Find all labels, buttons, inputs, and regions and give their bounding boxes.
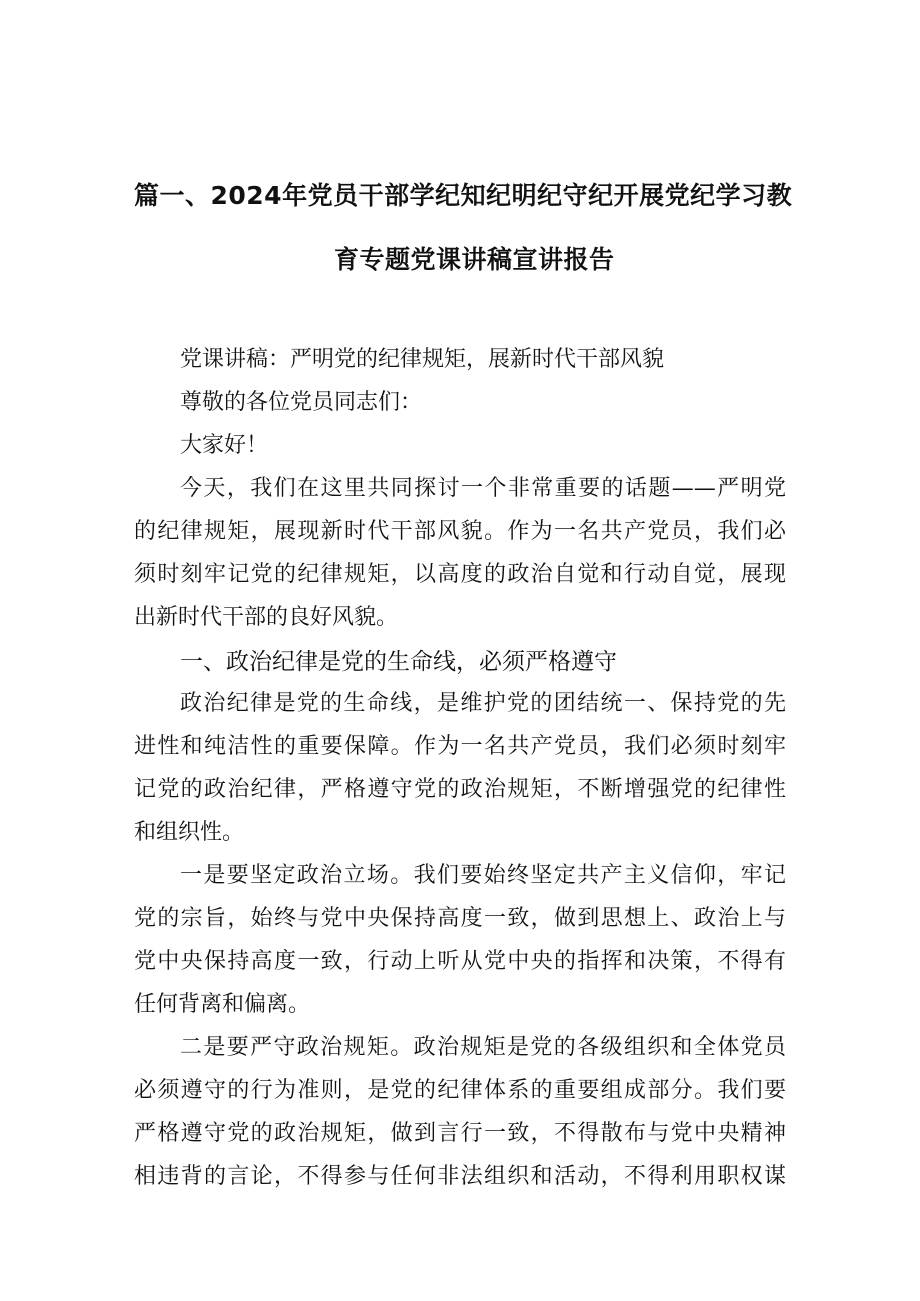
point-2-line-2: 必须遵守的行为准则，是党的纪律体系的重要组成部分。我们要	[134, 1078, 786, 1103]
salutation: 尊敬的各位党员同志们：	[180, 390, 423, 415]
lecture-subtitle: 党课讲稿：严明党的纪律规矩，展新时代干部风貌	[180, 347, 665, 372]
intro-line-3: 须时刻牢记党的纪律规矩，以高度的政治自觉和行动自觉，展现	[134, 562, 786, 587]
point-1-line-1: 一是要坚定政治立场。我们要始终坚定共产主义信仰，牢记	[180, 863, 786, 888]
intro-line-2: 的纪律规矩，展现新时代干部风貌。作为一名共产党员，我们必	[134, 519, 786, 544]
section-1-para-line-3: 记党的政治纪律，严格遵守党的政治规矩，不断增强党的纪律性	[134, 777, 786, 802]
section-1-para-line-2: 进性和纯洁性的重要保障。作为一名共产党员，我们必须时刻牢	[134, 734, 786, 759]
greeting: 大家好！	[180, 433, 269, 458]
intro-line-4: 出新时代干部的良好风貌。	[134, 605, 399, 630]
point-1-line-2: 党的宗旨，始终与党中央保持高度一致，做到思想上、政治上与	[134, 906, 786, 931]
intro-line-1: 今天，我们在这里共同探讨一个非常重要的话题——严明党	[180, 476, 786, 501]
document-title-line-1: 篇一、2024年党员干部学纪知纪明纪守纪开展党纪学习教	[134, 181, 793, 210]
point-1-line-3: 党中央保持高度一致，行动上听从党中央的指挥和决策，不得有	[134, 949, 786, 974]
point-1-line-4: 任何背离和偏离。	[134, 992, 311, 1017]
section-1-para-line-4: 和组织性。	[134, 820, 245, 845]
point-2-line-3: 严格遵守党的政治规矩，做到言行一致，不得散布与党中央精神	[134, 1121, 786, 1146]
section-1-heading: 一、政治纪律是党的生命线，必须严格遵守	[180, 649, 617, 675]
point-2-line-1: 二是要严守政治规矩。政治规矩是党的各级组织和全体党员	[180, 1035, 786, 1060]
point-2-line-4: 相违背的言论，不得参与任何非法组织和活动，不得利用职权谋	[134, 1164, 786, 1189]
section-1-para-line-1: 政治纪律是党的生命线，是维护党的团结统一、保持党的先	[180, 691, 786, 716]
document-title-line-2: 育专题党课讲稿宣讲报告	[334, 245, 615, 274]
